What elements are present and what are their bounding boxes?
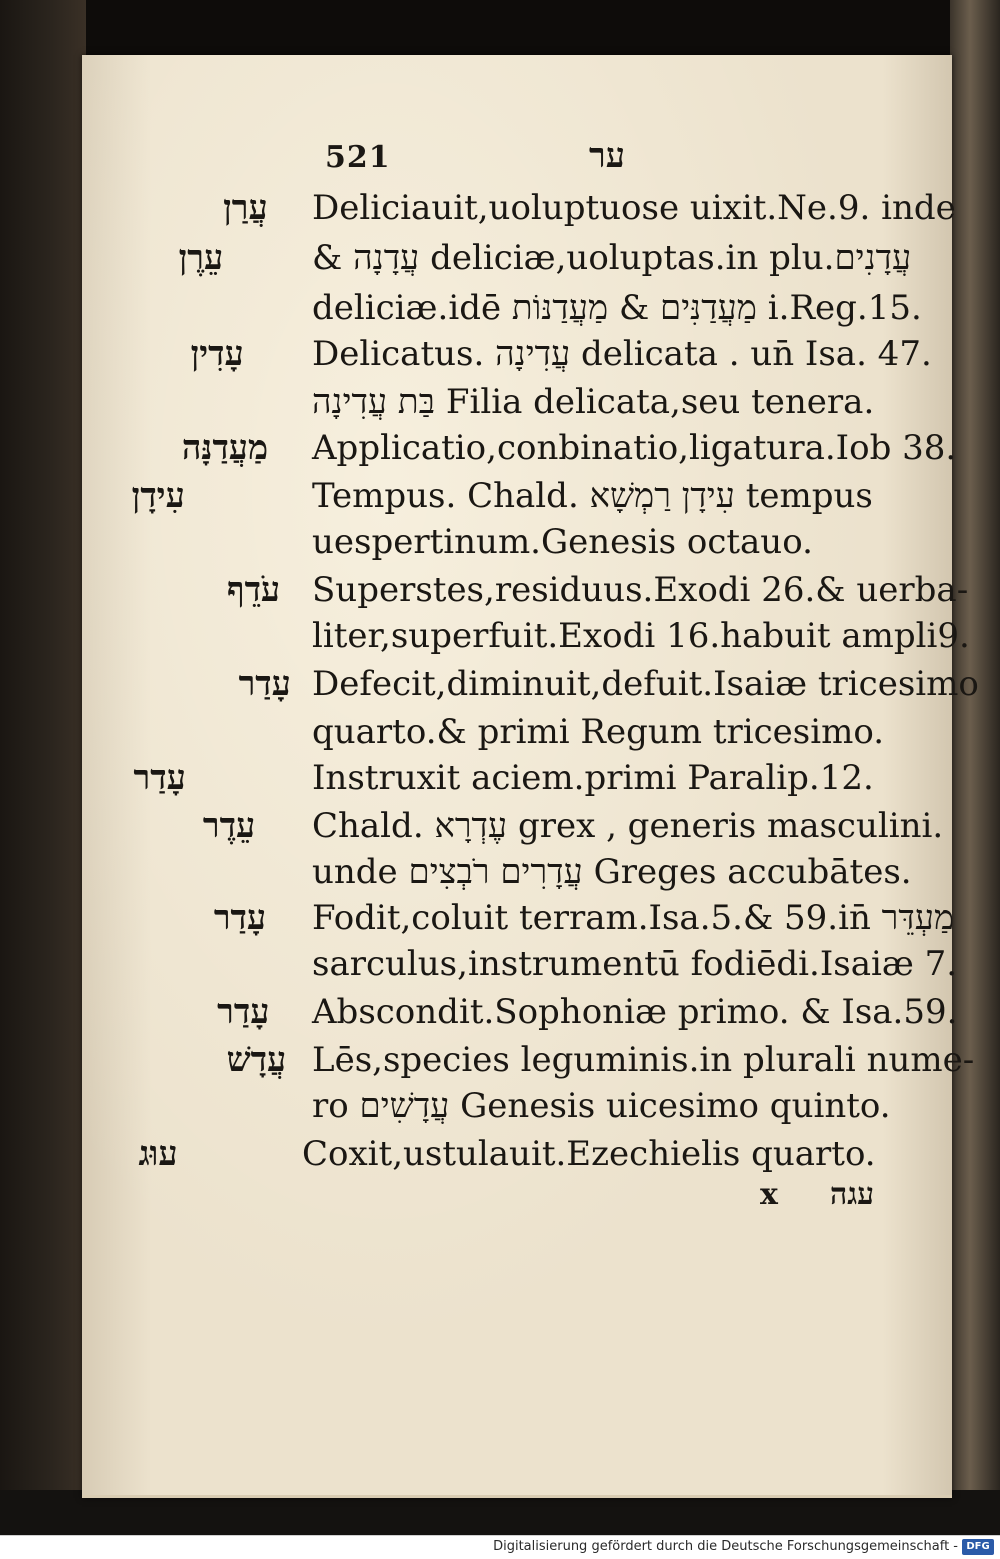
entry-text: Instruxit aciem.primi Paralip.12. (312, 758, 874, 798)
entry-text: quarto.& primi Regum tricesimo. (312, 712, 885, 752)
entry-line (312, 288, 922, 328)
entry-line (213, 898, 955, 938)
entry-text: sarculus,instrumentū fodiēdi.Isaiæ 7. (312, 944, 958, 984)
entry-line (312, 616, 970, 656)
running-head: ער (589, 136, 625, 176)
entry-text: deliciæ.idē מַעֲדַנִּים & מַעֲדַנּוֹת i.Reg.15. (312, 288, 922, 328)
entry-text: & עֲדָנָה deliciæ,uoluptas.in plu.עֲדָנִים (312, 238, 912, 278)
signature-mark: x (760, 1177, 778, 1212)
entry-text: בַּת עֲדִינָה Filia delicata,seu tenera. (312, 382, 875, 422)
hebrew-headword: מַעֲדַנָּה (181, 428, 269, 468)
entry-text: ro עֲדָשִׁים Genesis uicesimo quinto. (312, 1086, 891, 1126)
entry-text: Chald. עֶדְרָא grex , generis masculini. (312, 806, 944, 846)
entry-line (133, 758, 874, 798)
footer-credit: Digitalisierung gefördert durch die Deutsche Forschungsgemeinschaft - (493, 1539, 958, 1554)
entry-text: Lēs,species leguminis.in plurali nume- (312, 1040, 975, 1080)
entry-line (238, 664, 979, 704)
hebrew-headword: עֹדֵף (226, 570, 281, 610)
entry-line (226, 1040, 975, 1080)
entry-text: liter,superfuit.Exodi 16.habuit ampli9. (312, 616, 970, 656)
entry-line (190, 334, 932, 374)
entry-line (312, 944, 957, 984)
hebrew-headword: עֵדֶר (202, 806, 256, 846)
dfg-logo-icon: DFG (962, 1539, 994, 1555)
hebrew-headword: עָדִין (190, 334, 244, 374)
catchword: עגה (830, 1177, 875, 1212)
entry-text: Defecit,diminuit,defuit.Isaiæ tricesimo (312, 664, 979, 704)
entry-line (131, 476, 873, 516)
entry-line (181, 428, 957, 468)
entry-text: Tempus. Chald. עִידָן רַמְשָׁא tempus (312, 476, 873, 516)
entry-text: Delicatus. עֲדִינָה delicata . un̄ Isa. 47. (312, 334, 932, 374)
entry-text: Applicatio,conbinatio,ligatura.Iob 38. (312, 428, 957, 468)
entry-text: Superstes,residuus.Exodi 26.& uerba- (312, 570, 969, 610)
hebrew-headword: עִידָן (131, 476, 185, 516)
entry-line (312, 382, 874, 422)
hebrew-headword: עָדַר (133, 758, 186, 798)
hebrew-headword: עָדַר (213, 898, 267, 938)
entry-text: Abscondit.Sophoniæ primo. & Isa.59. (312, 992, 958, 1032)
entry-line (138, 1134, 876, 1174)
entry-text: Coxit,ustulauit.Ezechielis quarto. (302, 1134, 876, 1174)
entry-line (312, 1086, 891, 1126)
hebrew-headword: עֵרֶן (178, 238, 224, 278)
entry-line (217, 992, 958, 1032)
hebrew-headword: עוּג (138, 1134, 178, 1174)
entry-text: Deliciauit,uoluptuose uixit.Ne.9. inde (312, 188, 956, 228)
page-number: 521 (325, 140, 391, 175)
entry-line (312, 522, 813, 562)
hebrew-headword: עָדַר (238, 664, 291, 704)
entry-line (223, 188, 956, 228)
entry-text: uespertinum.Genesis octauo. (312, 522, 813, 562)
entry-line (226, 570, 969, 610)
hebrew-headword: עֲדָשׁ (226, 1040, 287, 1080)
entry-text: unde עֲדָרִים רֹבְצִים Greges accubātes. (312, 852, 912, 892)
digitization-footer (0, 1535, 1000, 1559)
entry-line (178, 238, 912, 278)
entry-text: Fodit,coluit terram.Isa.5.& 59.in̄ מַעְדֵּר (312, 898, 955, 938)
hebrew-headword: עֲרַן (223, 188, 268, 228)
entry-line (202, 806, 944, 846)
entry-line (312, 712, 884, 752)
entry-line (312, 852, 912, 892)
hebrew-headword: עָדַר (217, 992, 270, 1032)
